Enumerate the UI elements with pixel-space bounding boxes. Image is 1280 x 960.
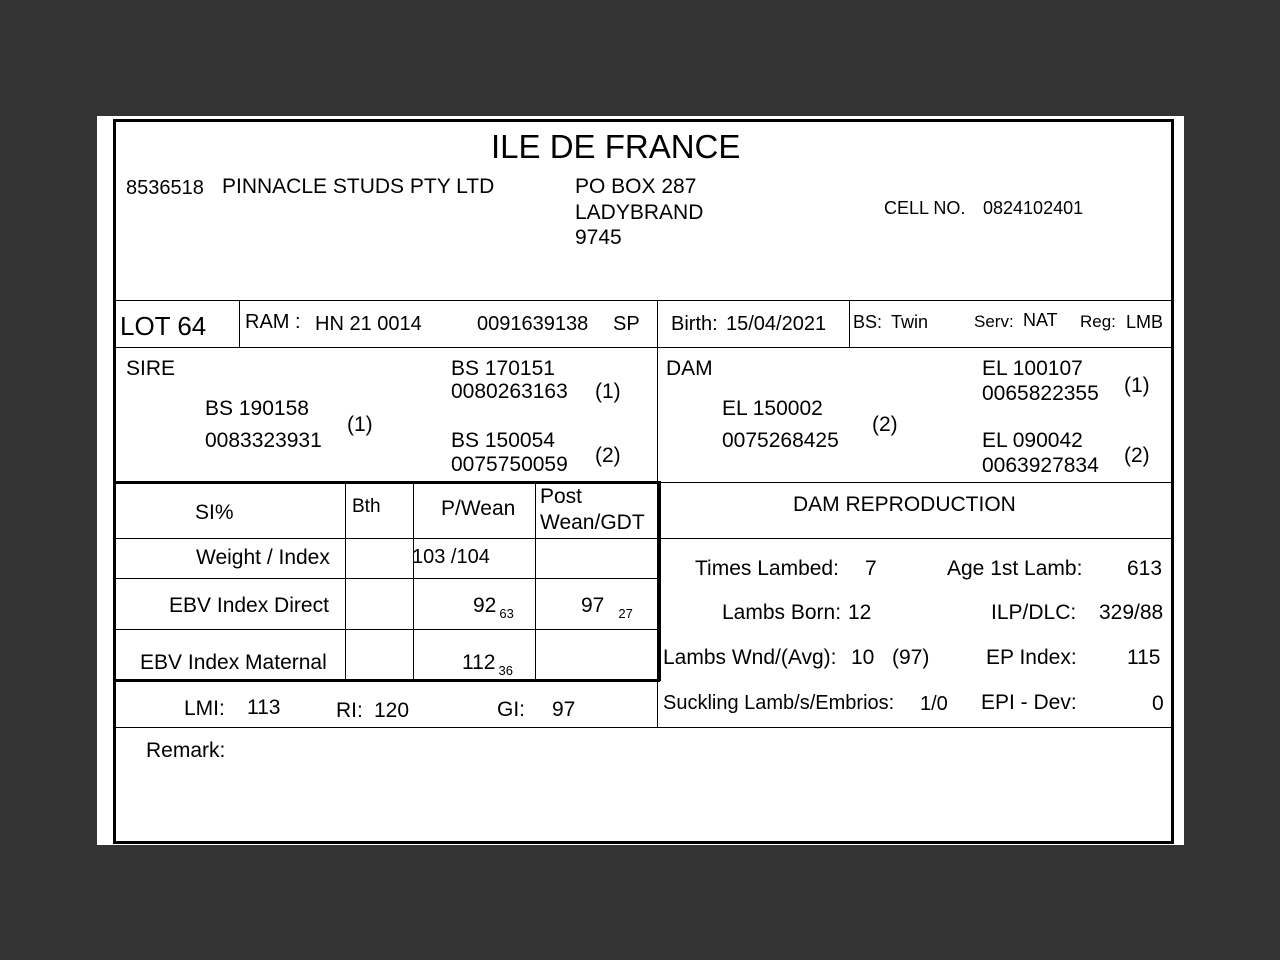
divider [345,482,346,680]
lambs-weaned-label: Lambs Wnd/(Avg): [663,646,837,669]
reg-value: LMB [1126,312,1164,332]
divider [116,578,660,579]
maternal-pwean-sub: 36 [498,663,513,678]
lot-number: LOT 64 [120,311,207,341]
suckling-label: Suckling Lamb/s/Embrios: [663,692,895,714]
breeder-name: PINNACLE STUDS PTY LTD [222,175,495,198]
birth-label: Birth: [671,313,718,335]
cell-value: 0824102401 [983,198,1084,218]
ilp-label: ILP/DLC: [991,601,1077,624]
ep-index-label: EP Index: [986,646,1077,669]
address-line-3: 9745 [575,226,622,249]
dam-mark: (2) [872,413,898,436]
lambs-born-label: Lambs Born: [722,601,842,624]
breed-title: ILE DE FRANCE [491,128,741,165]
reg-label: Reg: [1080,312,1116,331]
ram-label: RAM : [245,311,301,333]
sire-dam-mark: (2) [595,444,621,467]
sire-number: 0083323931 [205,429,322,452]
sire-sire-mark: (1) [595,380,621,403]
si-header: SI% [195,501,234,524]
sire-dam-number: 0075750059 [451,453,568,476]
epi-dev-label: EPI - Dev: [981,691,1077,714]
serv-value: NAT [1023,310,1058,330]
sire-sire-number: 0080263163 [451,380,568,403]
divider [116,347,1171,348]
direct-pwean-sub: 63 [499,606,514,621]
sire-mark: (1) [347,413,373,436]
divider [116,481,660,484]
birth-date: 15/04/2021 [726,313,827,335]
lambs-born-value: 12 [848,601,872,624]
ram-id: HN 21 0014 [315,313,422,335]
repro-title: DAM REPRODUCTION [793,493,1016,516]
direct-pwean: 92 $_{63}$ [473,594,514,621]
dam-sire-number: 0065822355 [982,382,1099,405]
ri-label: RI: [336,699,363,722]
divider [239,300,240,347]
ilp-value: 329/88 [1099,601,1164,624]
divider [116,538,1171,539]
row-label-weight: Weight / Index [196,546,330,569]
address-line-1: PO BOX 287 [575,175,697,198]
lmi-label: LMI: [184,697,225,720]
divider [535,482,536,680]
sire-id: BS 190158 [205,397,309,420]
serv-label: Serv: [974,312,1014,331]
row-label-direct: EBV Index Direct [169,594,329,617]
weight-pwean: 103 /104 [412,546,490,568]
gi-label: GI: [497,698,526,721]
dam-number: 0075268425 [722,429,839,452]
dam-dam-number: 0063927834 [982,454,1099,477]
dam-sire-mark: (1) [1124,374,1150,397]
direct-post: 97 $_{27}$ [581,594,633,621]
pwean-header: P/Wean [441,497,516,520]
divider [116,727,1171,728]
dam-sire-id: EL 100107 [982,357,1083,380]
times-lambed-value: 7 [865,557,877,580]
post-header-line-1: Post [540,485,583,508]
age-first-lamb-label: Age 1st Lamb: [947,557,1083,580]
bs-label: BS: [853,312,883,332]
divider [660,482,1171,483]
sire-dam-id: BS 150054 [451,429,555,452]
breeder-number: 8536518 [126,177,204,199]
divider [116,629,660,630]
times-lambed-label: Times Lambed: [695,557,839,580]
bs-value: Twin [891,312,929,332]
lmi-value: 113 [247,696,281,719]
ram-suffix: SP [613,313,640,335]
ri-value: 120 [374,699,410,722]
bth-header: Bth [352,496,381,517]
sire-sire-id: BS 170151 [451,357,555,380]
suckling-value: 1/0 [920,693,948,715]
post-header-line-2: Wean/GDT [540,511,645,534]
sire-label: SIRE [126,357,176,380]
ram-number: 0091639138 [477,313,589,335]
sheet [97,116,1184,845]
dam-dam-id: EL 090042 [982,429,1083,452]
lambs-weaned-value: 10 [851,646,875,669]
dam-id: EL 150002 [722,397,823,420]
divider [413,482,414,680]
dam-dam-mark: (2) [1124,444,1150,467]
age-first-lamb-value: 613 [1127,557,1163,580]
direct-post-sub: 27 [618,606,633,621]
divider [658,481,661,681]
ep-index-value: 115 [1127,646,1161,669]
maternal-pwean: 112 $_{36}$ [462,651,513,678]
divider [116,300,1171,301]
divider [116,679,660,682]
address-line-2: LADYBRAND [575,201,704,224]
epi-dev-value: 0 [1152,692,1164,715]
lot-card [113,119,1174,844]
row-label-maternal: EBV Index Maternal [140,651,327,674]
divider [849,300,850,347]
cell-label: CELL NO. [884,198,966,218]
remark-label: Remark: [146,739,226,762]
gi-value: 97 [552,698,576,721]
lambs-weaned-avg: (97) [892,646,930,669]
dam-label: DAM [666,357,713,380]
